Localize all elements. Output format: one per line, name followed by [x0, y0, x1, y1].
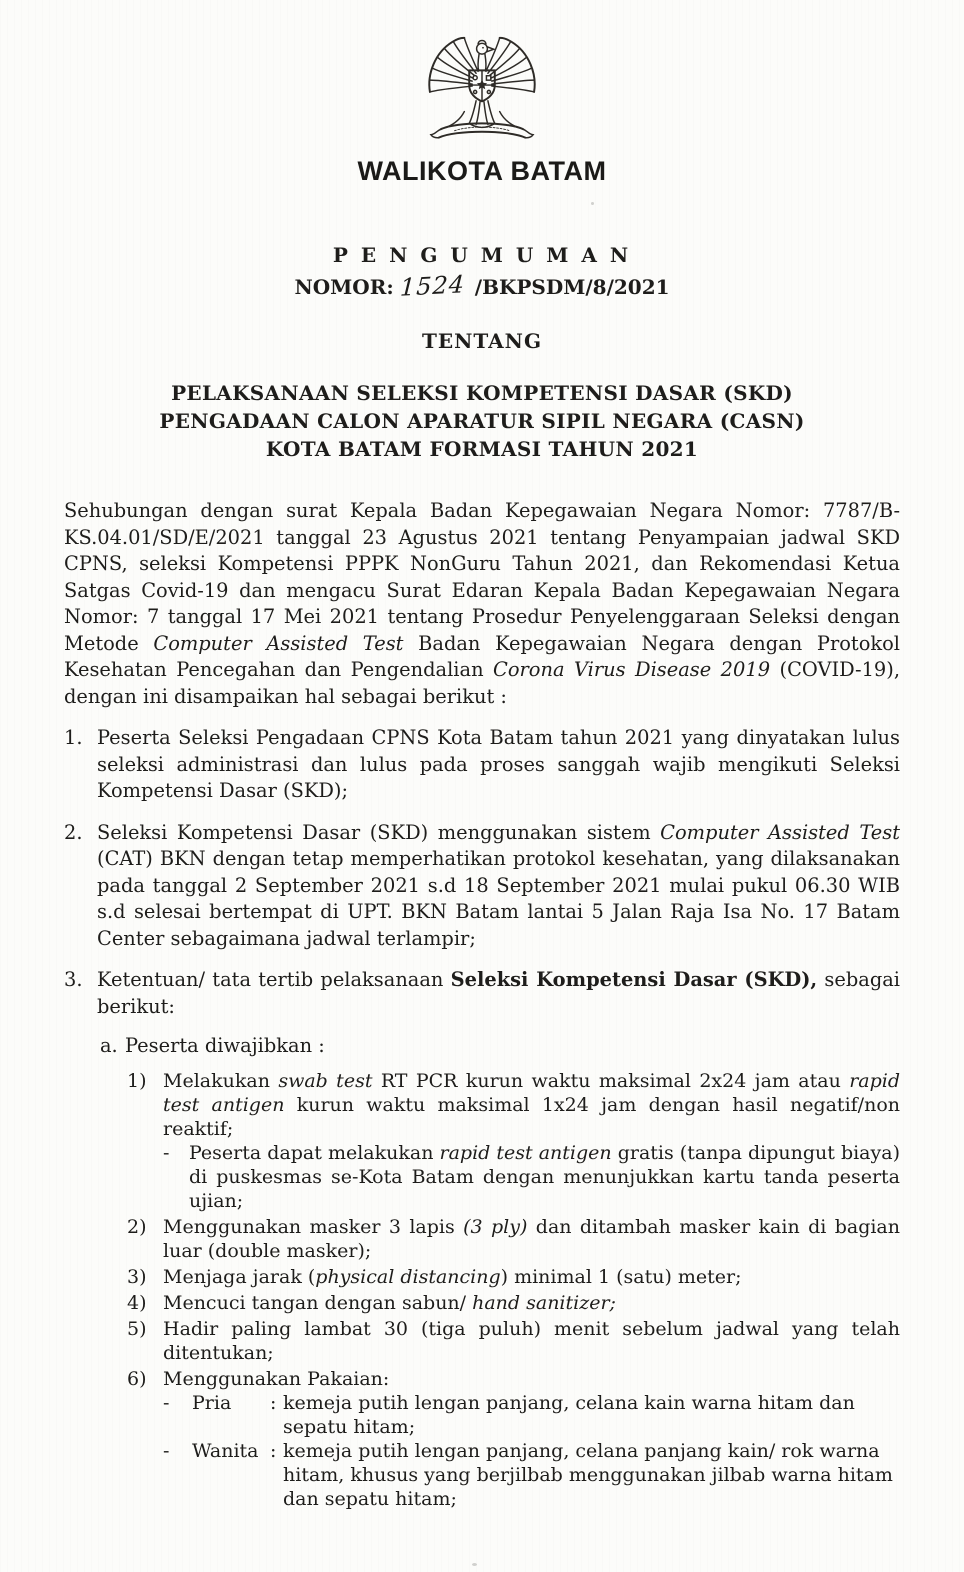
subject-label: TENTANG [421, 329, 543, 353]
text-segment: Badan Kepegawaian Negara dengan Protokol Kesehatan Pencegahan dan Pengendalian [64, 631, 900, 681]
point-6-text [163, 1367, 900, 1391]
list-item-3-marker: 3. [64, 968, 83, 991]
dash-marker: - [163, 1391, 170, 1414]
text-segment: Seleksi Kompetensi Dasar (SKD) menggunakan sistem [97, 820, 661, 844]
document-title-line-1: PELAKSANAAN SELEKSI KOMPETENSI DASAR (SKD) [171, 381, 793, 405]
point-4 [127, 1291, 900, 1315]
list-item-1 [64, 725, 900, 805]
text-segment: physical distancing [315, 1265, 501, 1288]
list-item-3-text [97, 967, 900, 1020]
point-1-text [163, 1069, 900, 1141]
text-segment: Seleksi Kompetensi Dasar (SKD), [450, 968, 818, 991]
point-1-marker: 1) [127, 1069, 147, 1092]
scan-speck [591, 202, 594, 205]
point-5 [127, 1317, 900, 1365]
point-2-text [163, 1215, 900, 1263]
text-segment: hand sanitizer; [466, 1291, 616, 1314]
text-segment: Peserta Seleksi Pengadaan CPNS Kota Batam tahun 2021 yang dinyatakan lulus seleksi administrasi dan lulus pada proses sanggah wajib mengikuti Seleksi Kompetensi Dasar (SKD); [97, 726, 900, 802]
text-segment: Menggunakan masker 3 lapis [163, 1215, 464, 1238]
point-1 [127, 1069, 900, 1213]
requirement-points [127, 1069, 900, 1511]
letterhead [0, 33, 964, 187]
intro-paragraph [64, 498, 900, 710]
point-2-marker: 2) [127, 1215, 147, 1238]
text-segment: Mencuci tangan dengan sabun/ [163, 1291, 467, 1314]
text-segment: gratis (tanpa dipungut biaya) di puskesmas se-Kota Batam dengan menunjukkan kartu tanda peserta ujian; [189, 1141, 900, 1212]
text-segment: Menjaga jarak ( [163, 1265, 316, 1288]
text-segment: (CAT) BKN dengan tetap memperhatikan protokol kesehatan, yang dilaksanakan pada tanggal 2 September 2021 s.d 18 September 2021 mulai pukul 06.30 WIB s.d selesai bertempat di UPT. BKN Batam lantai 5 Jalan Raja Isa No. 17 Batam Center sebagaimana jadwal terlampir; [97, 847, 900, 950]
text-segment: rapid test antigen [439, 1141, 612, 1164]
sub-item-a-marker: a. [100, 1034, 118, 1057]
point-2 [127, 1215, 900, 1263]
sub-item-a [100, 1033, 900, 1060]
attire-pria-text: kemeja putih lengan panjang, celana kain warna hitam dan sepatu hitam; [283, 1391, 855, 1438]
text-segment: Ketentuan/ tata tertib pelaksanaan [97, 968, 451, 991]
attire-pria [163, 1391, 900, 1439]
text-segment: rapid test antigen [163, 1069, 900, 1116]
org-title: WALIKOTA BATAM [357, 156, 607, 186]
document-title [0, 379, 964, 463]
text-segment: Computer Assisted Test [153, 631, 404, 655]
scan-speck [472, 1563, 477, 1566]
point-3 [127, 1265, 900, 1289]
dash-marker: - [163, 1141, 170, 1164]
document-heading [0, 243, 964, 463]
garuda-pancasila-emblem [423, 33, 541, 145]
document-number-handwritten-value: 1524 [399, 270, 466, 302]
list-item-1-text [97, 725, 900, 805]
announcement-heading: P E N G U M U M A N [332, 243, 632, 267]
attire-pria-colon: : [270, 1391, 277, 1414]
text-segment: Sehubungan dengan surat Kepala Badan Kepegawaian Negara Nomor: 7787/B-KS.04.01/SD/E/2021 tanggal 23 Agustus 2021 tentang Penyampaian jadwal SKD CPNS, seleksi Kompetensi PPPK NonGuru Tahun 2021, dan Rekomendasi Ketua Satgas Covid-19 dan mengacu Surat Edaran Kepala Badan Kepegawaian Negara Nomor: 7 tanggal 17 Mei 2021 tentang Prosedur Penyelenggaraan Seleksi dengan Metode [64, 499, 900, 655]
point-4-marker: 4) [127, 1291, 147, 1314]
text-segment: (3 ply) [463, 1215, 528, 1238]
point-5-text [163, 1317, 900, 1365]
sub-item-a-text: Peserta diwajibkan : [125, 1034, 325, 1057]
list-item-2-marker: 2. [64, 820, 83, 844]
document-number-label: NOMOR: [294, 275, 394, 299]
document-number-suffix: /BKPSDM/8/2021 [474, 275, 670, 299]
document-number [0, 272, 964, 300]
text-segment: Computer Assisted Test [660, 820, 901, 844]
point-1-dash-note [163, 1141, 900, 1213]
dash-marker: - [163, 1439, 170, 1462]
attire-pria-label: Pria [192, 1391, 232, 1414]
list-item-1-marker: 1. [64, 726, 83, 749]
text-segment: swab test [278, 1069, 373, 1092]
point-6 [127, 1367, 900, 1511]
attire-wanita [163, 1439, 900, 1511]
list-item-3 [64, 967, 900, 1020]
text-segment: Melakukan [163, 1069, 279, 1092]
document-title-line-2: PENGADAAN CALON APARATUR SIPIL NEGARA (CASN) [159, 409, 805, 433]
document-title-line-3: KOTA BATAM FORMASI TAHUN 2021 [265, 437, 699, 461]
text-segment: Corona Virus Disease 2019 [493, 658, 771, 681]
point-6-marker: 6) [127, 1367, 147, 1390]
text-segment: RT PCR kurun waktu maksimal 2x24 jam atau [372, 1069, 850, 1092]
point-3-marker: 3) [127, 1265, 147, 1288]
text-segment: ) minimal 1 (satu) meter; [500, 1265, 742, 1288]
list-item-2-text [97, 820, 900, 953]
document-body [64, 498, 900, 1511]
text-segment: dan ditambah masker kain di bagian luar (double masker); [163, 1215, 900, 1262]
text-segment: Hadir paling lambat 30 (tiga puluh) menit sebelum jadwal yang telah ditentukan; [163, 1317, 900, 1364]
text-segment: Peserta dapat melakukan [189, 1141, 440, 1164]
attire-wanita-text: kemeja putih lengan panjang, celana panjang kain/ rok warna hitam, khusus yang berjilbab menggunakan jilbab warna hitam dan sepatu hitam; [283, 1439, 893, 1510]
text-segment: sebagai berikut: [97, 968, 900, 1018]
point-3-text [163, 1265, 900, 1289]
attire-wanita-colon: : [270, 1439, 277, 1462]
point-1-dash-text [189, 1141, 900, 1213]
text-segment: kurun waktu maksimal 1x24 jam dengan hasil negatif/non reaktif; [163, 1093, 900, 1140]
text-segment: Menggunakan Pakaian: [163, 1367, 390, 1390]
point-4-text [163, 1291, 900, 1315]
list-item-2 [64, 820, 900, 953]
point-5-marker: 5) [127, 1317, 147, 1340]
attire-wanita-label: Wanita [192, 1439, 259, 1462]
text-segment: (COVID-19), dengan ini disampaikan hal sebagai berikut : [64, 658, 900, 708]
